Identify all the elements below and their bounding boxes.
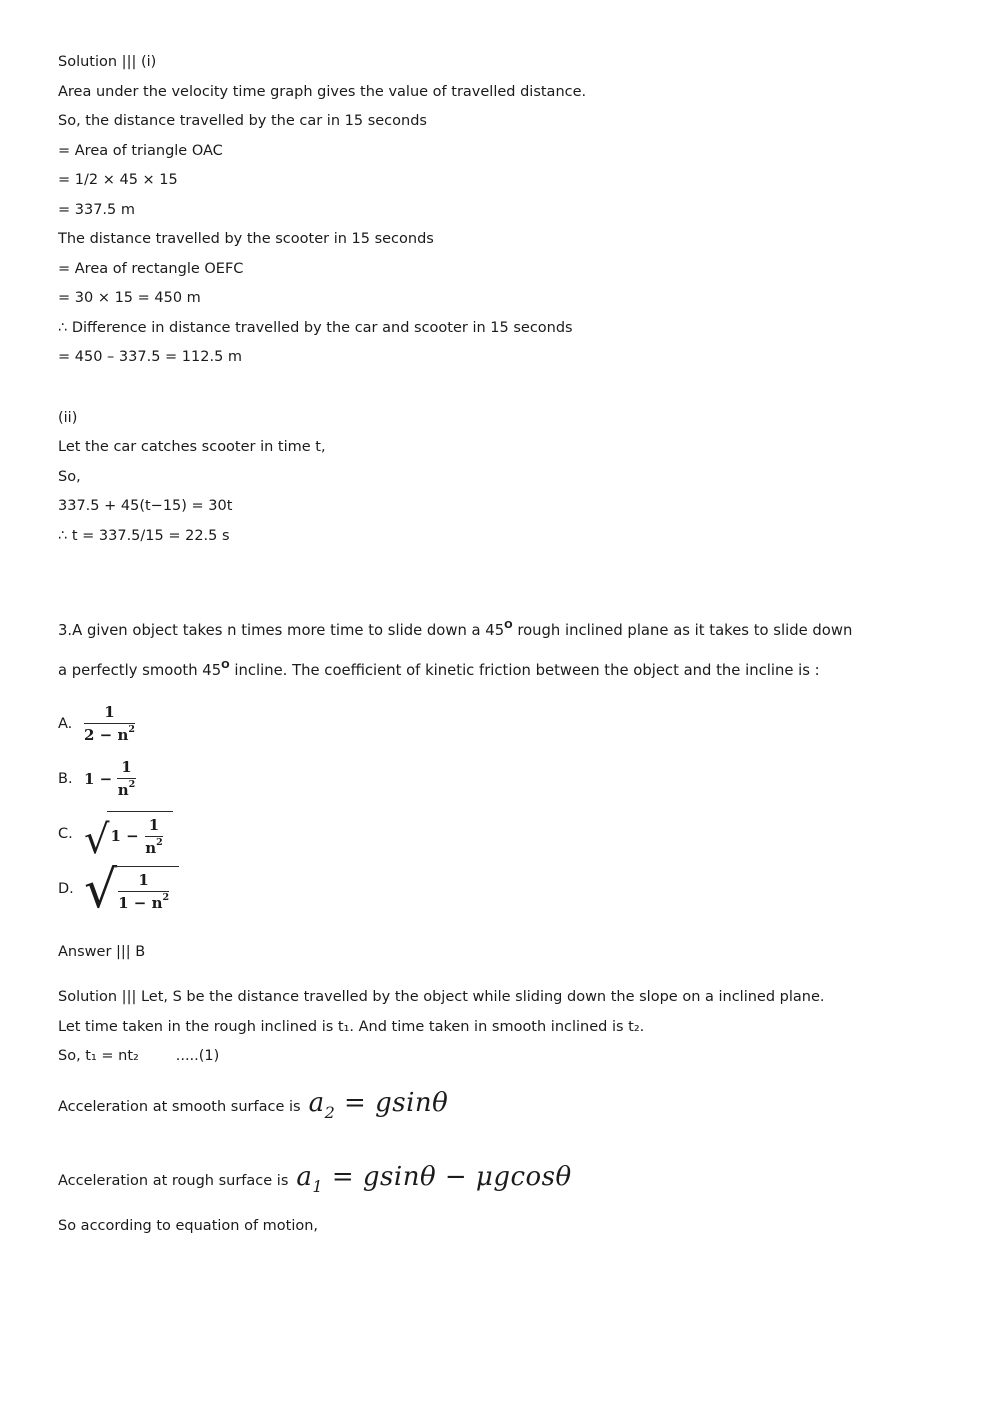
solution-text-line: So, t₁ = nt₂ .....(1)	[58, 1048, 220, 1065]
option-a-label: A.	[58, 715, 73, 732]
text-line: ∴ t = 337.5/15 = 22.5 s	[58, 527, 230, 544]
acceleration-smooth-line	[58, 1086, 934, 1130]
question-line-2	[58, 649, 934, 689]
solution-text: Acceleration at smooth surface is	[58, 1099, 301, 1116]
square-root	[84, 811, 173, 864]
fraction-denominator: $1 - n^2$	[118, 891, 170, 912]
text-line: So, the distance travelled by the car in 15 seconds	[58, 113, 427, 129]
option-d	[58, 860, 934, 921]
fraction-denominator: $n^2$	[117, 779, 136, 800]
solution-text-line: So according to equation of motion,	[58, 1217, 319, 1234]
fraction	[117, 758, 135, 799]
question-text: incline. The coefficient of kinetic friction between the object and the incline is :	[229, 661, 820, 679]
text-line: = 450 – 337.5 = 112.5 m	[58, 349, 243, 365]
text-line: So,	[58, 468, 81, 485]
solution-i-heading: Solution ||| (i)	[58, 54, 157, 70]
spacer	[58, 373, 934, 404]
solution-ii-heading: (ii)	[58, 409, 78, 426]
expression-prefix: 1 −	[110, 827, 139, 846]
option-a	[58, 701, 934, 747]
answer-line: Answer ||| B	[58, 943, 146, 960]
option-d-label: D.	[58, 880, 74, 897]
square-root	[84, 860, 179, 921]
text-line: = Area of triangle OAC	[58, 142, 223, 159]
math-expression	[84, 758, 136, 799]
exponent: 2	[128, 724, 135, 736]
text-line: = 337.5 m	[58, 201, 136, 218]
fraction-numerator: 1	[118, 871, 169, 892]
solution-text: Acceleration at rough surface is	[58, 1173, 289, 1190]
option-b-label: B.	[58, 770, 73, 787]
fraction-numerator: 1	[117, 758, 135, 779]
radical-sign: √	[84, 817, 110, 864]
degree-superscript: O	[221, 659, 230, 671]
subscript: 1	[312, 1176, 324, 1196]
exponent: 2	[162, 891, 170, 903]
option-b	[58, 756, 934, 802]
option-c-label: C.	[58, 825, 73, 842]
options-list	[58, 701, 934, 921]
formula-smooth-surface: $a_2 = gsin\theta$	[308, 1087, 449, 1122]
exponent: 2	[156, 836, 163, 848]
text-line: = 30 × 15 = 450 m	[58, 290, 201, 306]
formula-rough-surface: $a_1 = gsin\theta - \mu gcos\theta$	[296, 1161, 572, 1196]
radicand	[107, 811, 174, 857]
option-c	[58, 811, 934, 864]
text-line: The distance travelled by the scooter in 15 seconds	[58, 231, 434, 247]
fraction-denominator: $2 - n^2$	[84, 724, 135, 745]
text-line: Let the car catches scooter in time t,	[58, 439, 326, 455]
text-line: Area under the velocity time graph gives the value of travelled distance.	[58, 83, 587, 100]
question-text: 3.A given object takes n times more time to slide down a 45	[58, 621, 505, 639]
text-line: = Area of rectangle OEFC	[58, 260, 244, 277]
solution-text-line: Let time taken in the rough inclined is t₁. And time taken in smooth inclined is t₂.	[58, 1018, 645, 1035]
question-text: a perfectly smooth 45	[58, 661, 222, 679]
fraction-denominator: $n^2$	[145, 836, 163, 857]
degree-superscript: O	[504, 620, 513, 631]
radical-sign: √	[84, 860, 118, 921]
acceleration-rough-line	[58, 1160, 934, 1204]
fraction-numerator: 1	[84, 703, 135, 724]
question-text: rough inclined plane as it takes to slide down	[512, 621, 853, 639]
solution-text-line: Solution ||| Let, S be the distance travelled by the object while sliding down the slope on a inclined plane.	[58, 989, 825, 1006]
text-line: 337.5 + 45(t−15) = 30t	[58, 498, 233, 514]
spacer	[58, 551, 934, 609]
expression-prefix: 1 −	[84, 769, 113, 788]
fraction	[145, 816, 163, 857]
text-line: = 1/2 × 45 × 15	[58, 172, 178, 188]
fraction	[118, 871, 169, 912]
text-line: ∴ Difference in distance travelled by the car and scooter in 15 seconds	[58, 319, 573, 336]
fraction	[84, 703, 135, 744]
question-line-1	[58, 609, 934, 649]
radicand	[114, 866, 179, 912]
exponent: 2	[128, 779, 136, 791]
fraction-numerator: 1	[145, 816, 163, 837]
subscript: 2	[324, 1102, 336, 1122]
